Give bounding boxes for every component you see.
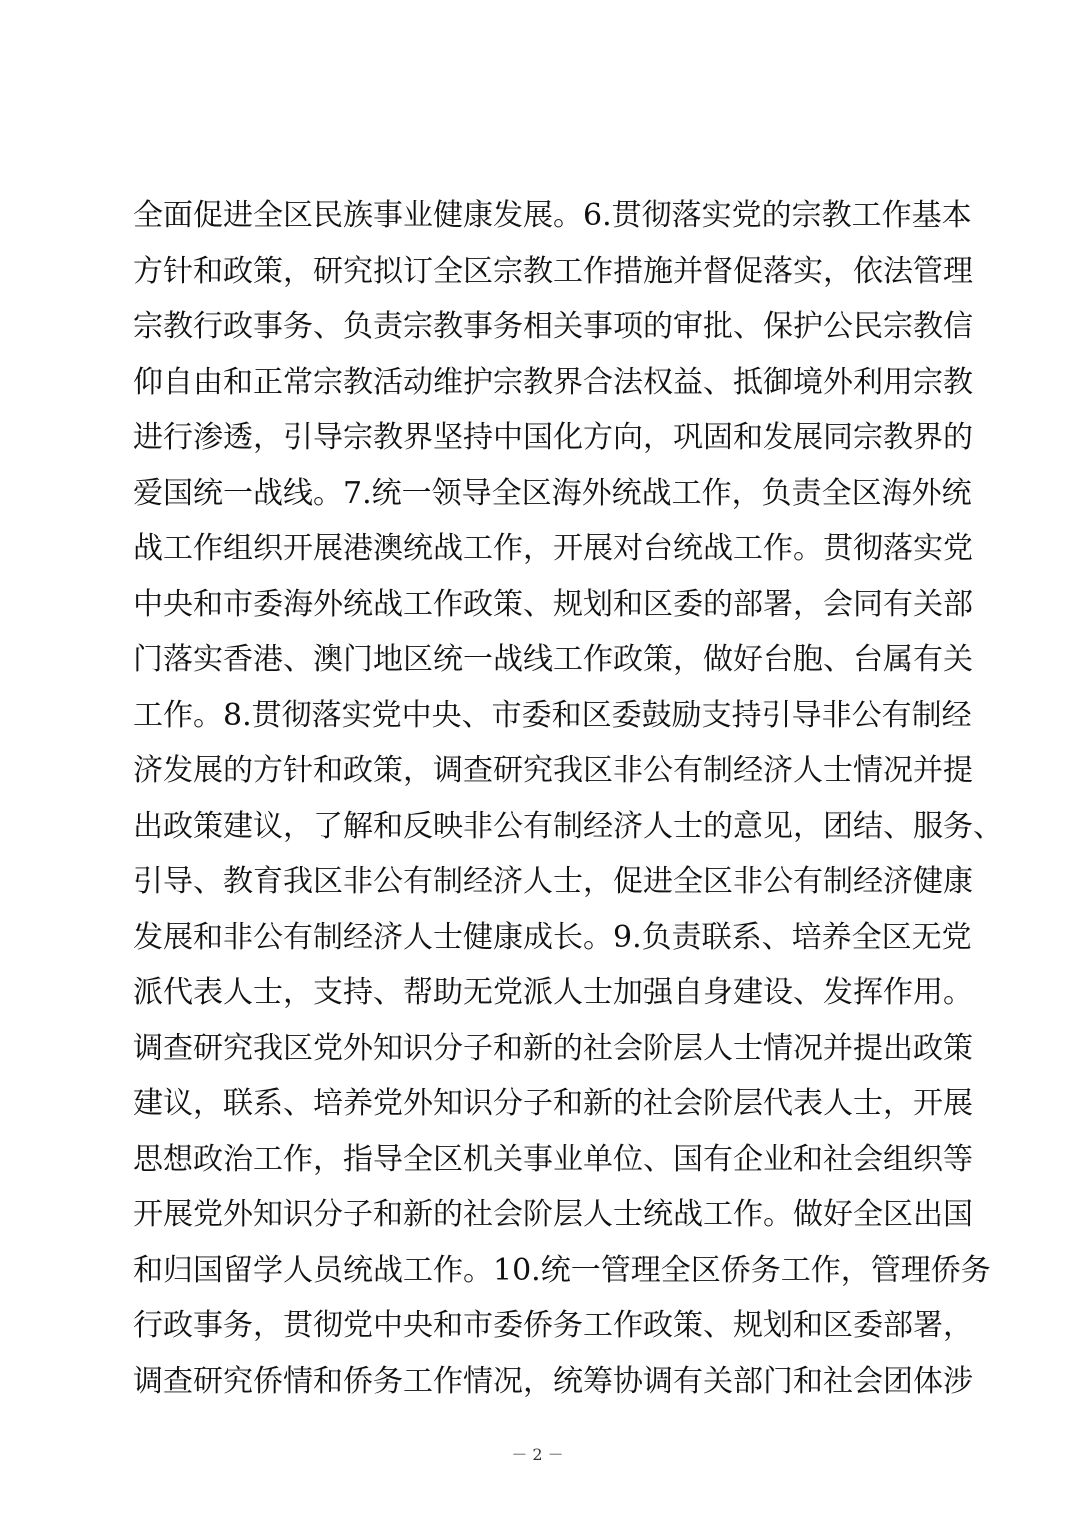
text-line: 工作。8.贯彻落实党中央、市委和区委鼓励支持引导非公有制经 <box>133 697 972 733</box>
text-line: 建议，联系、培养党外知识分子和新的社会阶层代表人士，开展 <box>133 1086 973 1121</box>
text-line: 行政事务，贯彻党中央和市委侨务工作政策、规划和区委部署， <box>133 1308 973 1343</box>
text-line: 全面促进全区民族事业健康发展。6.贯彻落实党的宗教工作基本 <box>133 198 972 233</box>
text-line: 开展党外知识分子和新的社会阶层人士统战工作。做好全区出国 <box>133 1197 973 1232</box>
page-number: － 2 － <box>511 1445 564 1464</box>
text-line: 调查研究侨情和侨务工作情况，统筹协调有关部门和社会团体涉 <box>133 1363 973 1399</box>
text-line: 方针和政策，研究拟订全区宗教工作措施并督促落实，依法管理 <box>133 253 973 289</box>
text-line: 仰自由和正常宗教活动维护宗教界合法权益、抵御境外利用宗教 <box>133 364 973 400</box>
text-line: 进行渗透，引导宗教界坚持中国化方向，巩固和发展同宗教界的 <box>133 420 973 455</box>
text-line: 思想政治工作，指导全区机关事业单位、国有企业和社会组织等 <box>133 1141 973 1177</box>
body-text <box>133 188 1003 1409</box>
text-line: 出政策建议，了解和反映非公有制经济人士的意见，团结、服务、 <box>133 808 1003 844</box>
text-line: 门落实香港、澳门地区统一战线工作政策，做好台胞、台属有关 <box>133 642 973 677</box>
text-line: 派代表人士，支持、帮助无党派人士加强自身建设、发挥作用。 <box>133 975 973 1010</box>
text-line: 济发展的方针和政策，调查研究我区非公有制经济人士情况并提 <box>133 753 973 788</box>
text-line: 宗教行政事务、负责宗教事务相关事项的审批、保护公民宗教信 <box>133 309 973 344</box>
text-line: 中央和市委海外统战工作政策、规划和区委的部署，会同有关部 <box>133 586 973 622</box>
text-line: 爱国统一战线。7.统一领导全区海外统战工作，负责全区海外统 <box>133 475 972 511</box>
text-line: 引导、教育我区非公有制经济人士，促进全区非公有制经济健康 <box>133 864 973 899</box>
text-line: 和归国留学人员统战工作。10.统一管理全区侨务工作，管理侨务 <box>133 1252 991 1288</box>
text-line: 调查研究我区党外知识分子和新的社会阶层人士情况并提出政策 <box>133 1030 973 1066</box>
text-line: 发展和非公有制经济人士健康成长。9.负责联系、培养全区无党 <box>133 919 972 955</box>
text-line: 战工作组织开展港澳统战工作，开展对台统战工作。贯彻落实党 <box>133 531 973 566</box>
